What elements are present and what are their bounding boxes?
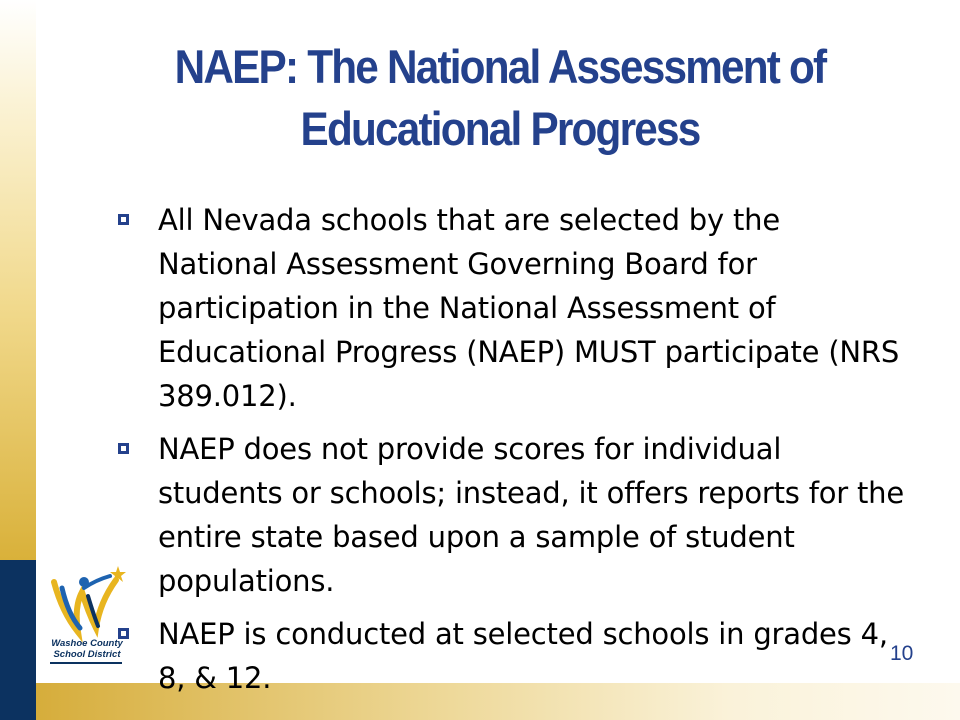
square-bullet-icon (118, 214, 129, 225)
bullet-item (118, 427, 908, 603)
bullet-item (118, 612, 908, 700)
bullet-list (118, 198, 908, 709)
page-number: 10 (890, 642, 914, 665)
bullet-text: NAEP does not provide scores for individual students or schools; instead, it offers reports for the entire state based upon a sample of student populations. (158, 432, 905, 598)
logo-line-1: Washoe County (51, 638, 123, 649)
square-bullet-icon (118, 443, 129, 454)
logo-text (44, 638, 130, 660)
logo-underline (50, 662, 122, 664)
bullet-text: NAEP is conducted at selected schools in grades 4, 8, & 12. (158, 617, 888, 695)
slide-title: NAEP: The National Assessment of Educational Progress (174, 40, 826, 155)
navy-corner-block (0, 560, 36, 720)
bullet-text: All Nevada schools that are selected by the National Assessment Governing Board for participation in the National Assessment of Educational Progress (NAEP) MUST participate (NRS 389.012). (158, 203, 900, 413)
logo-line-2: School District (53, 649, 121, 660)
bullet-item (118, 198, 908, 418)
left-gold-strip (0, 0, 36, 560)
